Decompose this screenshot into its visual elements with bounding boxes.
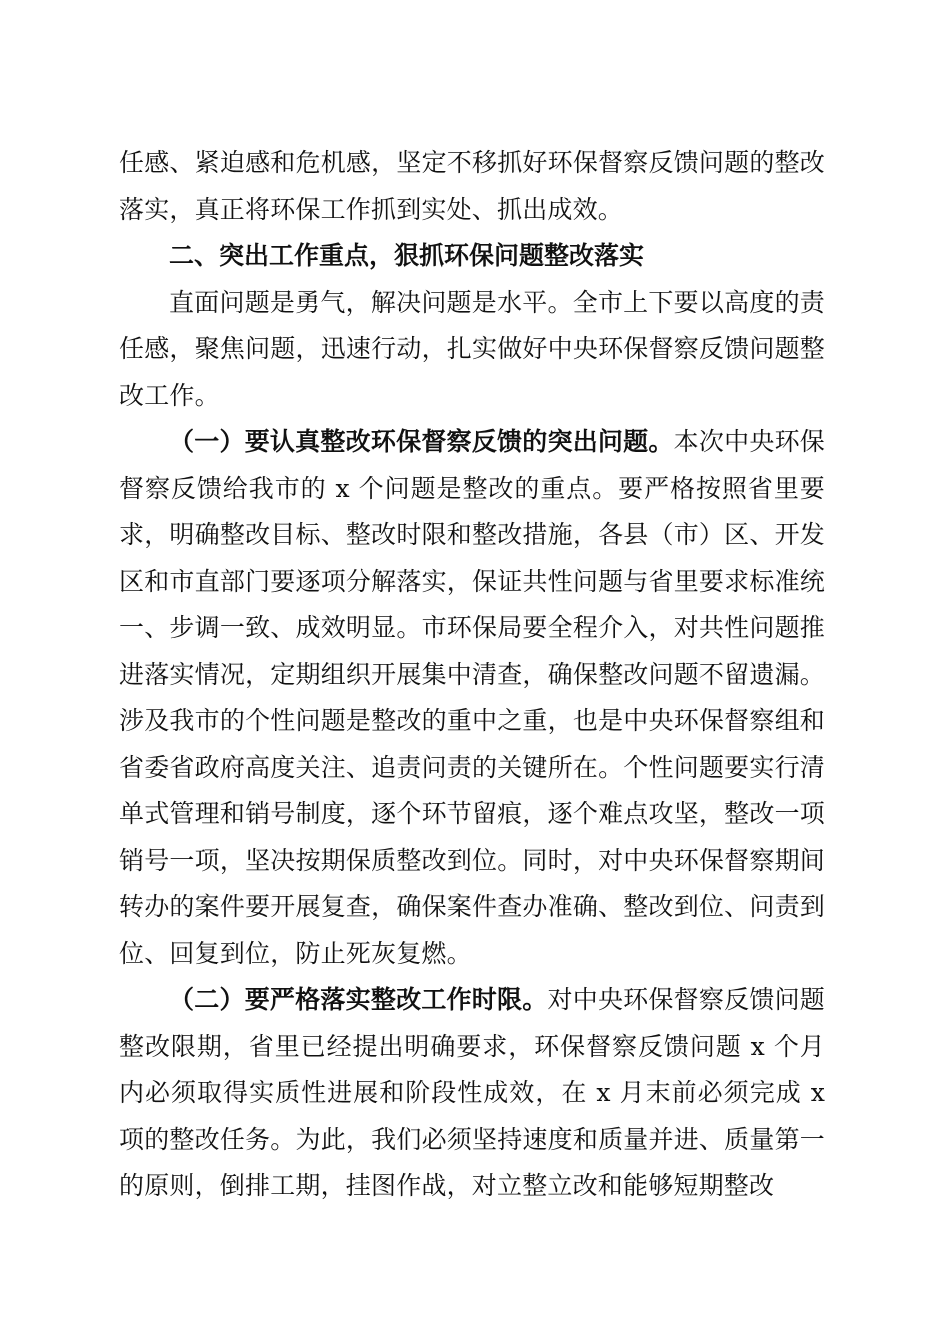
paragraph-item-1	[119, 419, 825, 977]
document-page	[119, 140, 825, 1210]
item-2-body: 对中央环保督察反馈问题整改限期，省里已经提出明确要求，环保督察反馈问题 x 个月内必须取得实质性进展和阶段性成效，在 x 月末前必须完成 x 项的整改任务。为此，我们必须坚持速度和质量并进、质量第一的原则，倒排工期，挂图作战，对立整立改和能够短期整改	[119, 985, 825, 1200]
item-2-lead: （二）要严格落实整改工作时限。	[169, 985, 548, 1014]
item-1-body: 本次中央环保督察反馈给我市的 x 个问题是整改的重点。要严格按照省里要求，明确整改目标、整改时限和整改措施，各县（市）区、开发区和市直部门要逐项分解落实，保证共性问题与省里要求标准统一、步调一致、成效明显。市环保局要全程介入，对共性问题推进落实情况，定期组织开展集中清查，确保整改问题不留遗漏。涉及我市的个性问题是整改的重中之重，也是中央环保督察组和省委省政府高度关注、追责问责的关键所在。个性问题要实行清单式管理和销号制度，逐个环节留痕，逐个难点攻坚，整改一项销号一项，坚决按期保质整改到位。同时，对中央环保督察期间转办的案件要开展复查，确保案件查办准确、整改到位、问责到位、回复到位，防止死灰复燃。	[119, 427, 825, 968]
paragraph-continuation: 任感、紧迫感和危机感，坚定不移抓好环保督察反馈问题的整改落实，真正将环保工作抓到实处、抓出成效。	[119, 148, 825, 224]
paragraph-intro: 直面问题是勇气，解决问题是水平。全市上下要以高度的责任感，聚焦问题，迅速行动，扎实做好中央环保督察反馈问题整改工作。	[119, 287, 825, 410]
item-1-lead: （一）要认真整改环保督察反馈的突出问题。	[169, 427, 674, 456]
paragraph-item-2	[119, 977, 825, 1210]
section-heading: 二、突出工作重点，狠抓环保问题整改落实	[169, 241, 645, 270]
